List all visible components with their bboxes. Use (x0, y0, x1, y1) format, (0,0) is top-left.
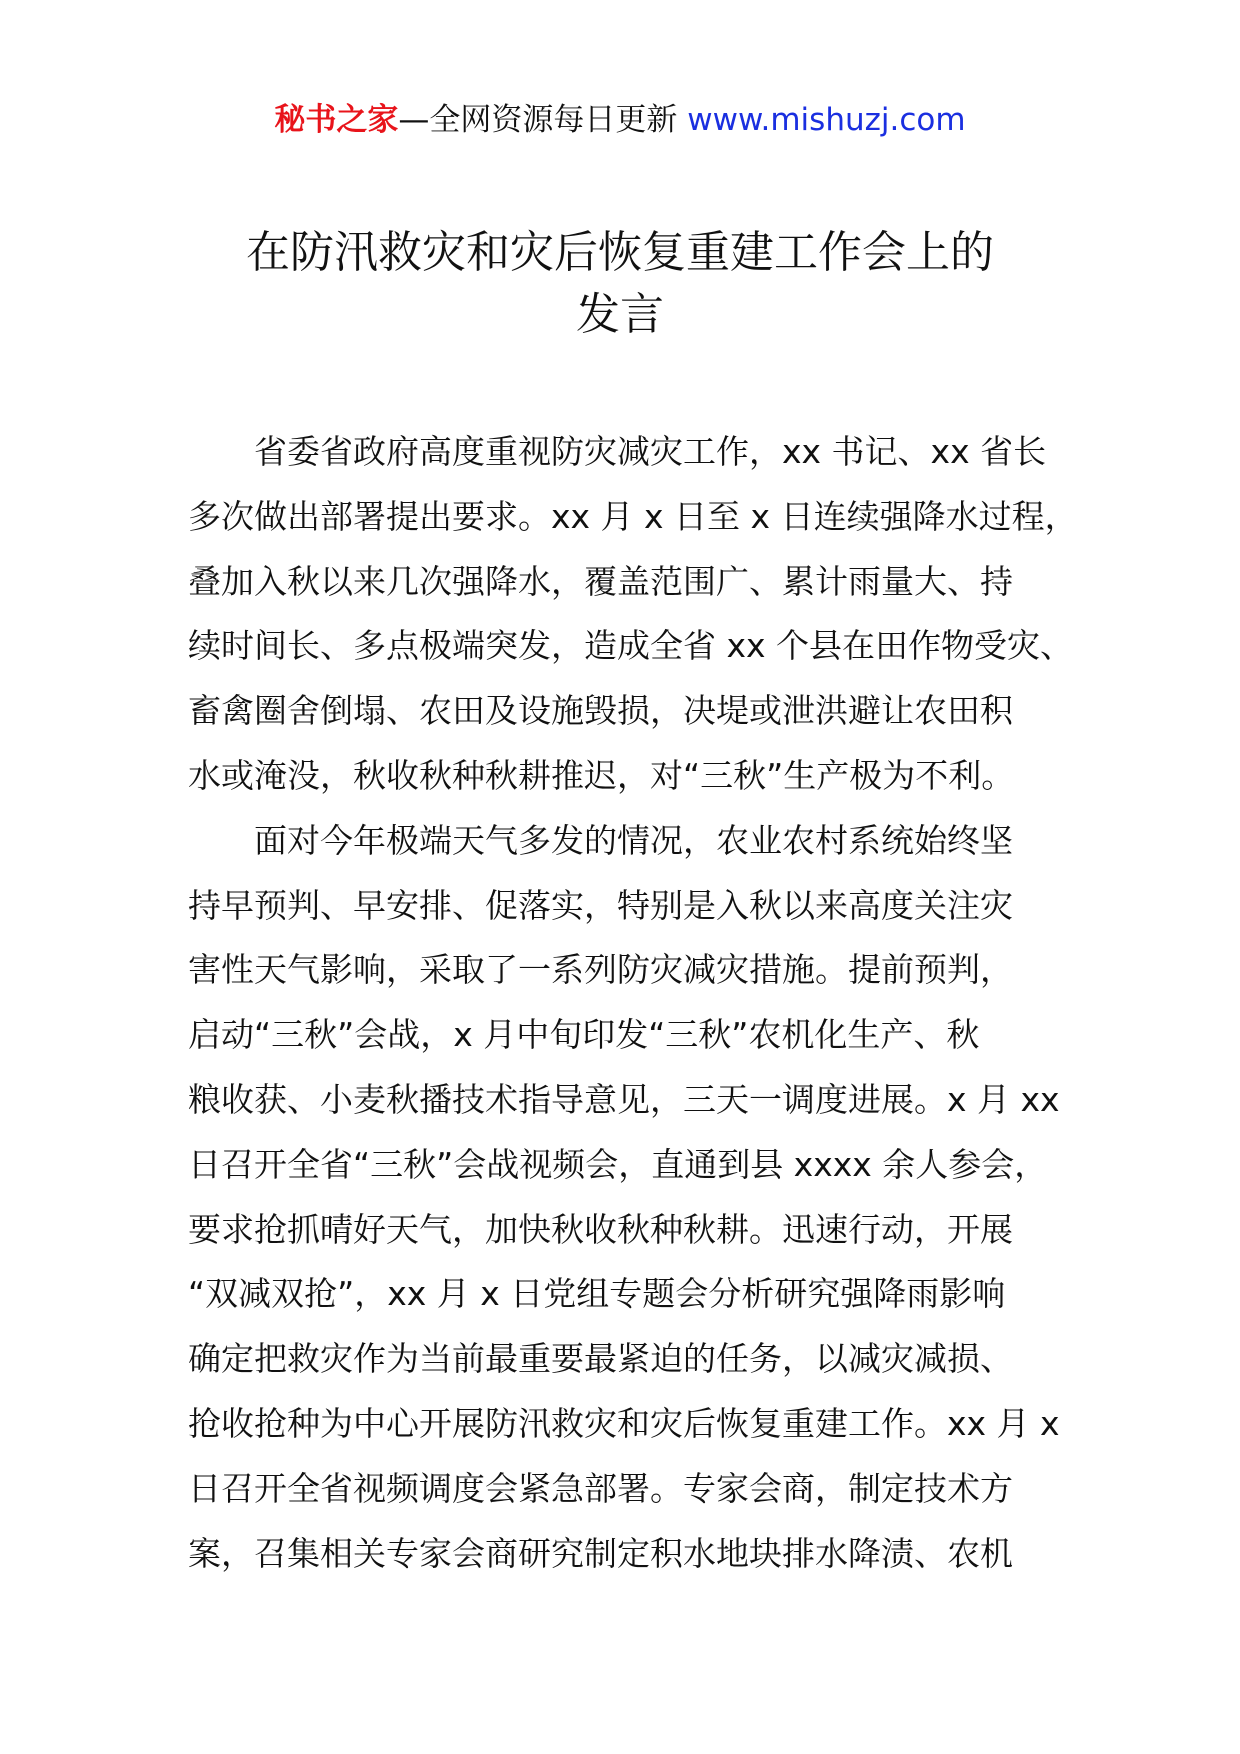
paragraph-1-line-3: 叠加入秋以来几次强降水，覆盖范围广、累计雨量大、持 (188, 561, 1013, 601)
paragraph-2-line-5: 粮收获、小麦秋播技术指导意见，三天一调度进展。x 月 xx (188, 1079, 1060, 1119)
paragraph-2-line-10: 抢收抢种为中心开展防汛救灾和灾后恢复重建工作。xx 月 x (188, 1403, 1060, 1443)
paragraph-1-line-5: 畜禽圈舍倒塌、农田及设施毁损，决堤或泄洪避让农田积 (188, 691, 1013, 731)
paragraph-2-line-1: 面对今年极端天气多发的情况，农业农村系统始终坚 (254, 820, 1013, 860)
paragraph-2-line-3: 害性天气影响，采取了一系列防灾减灾措施。提前预判， (188, 950, 1013, 990)
document-body (188, 420, 1078, 1586)
paragraph-1-line-2: 多次做出部署提出要求。xx 月 x 日至 x 日连续强降水过程， (188, 496, 1078, 536)
document-title (160, 222, 1080, 346)
paragraph-1-line-6: 水或淹没，秋收秋种秋耕推迟，对“三秋”生产极为不利。 (188, 755, 1015, 795)
site-header (0, 98, 1240, 142)
paragraph-2-line-9: 确定把救灾作为当前最重要最紧迫的任务，以减灾减损、 (188, 1339, 1013, 1379)
paragraph-2-line-11: 日召开全省视频调度会紧急部署。专家会商，制定技术方 (188, 1468, 1013, 1508)
paragraph-2-line-12: 案，召集相关专家会商研究制定积水地块排水降渍、农机 (188, 1533, 1013, 1573)
paragraph-2-line-7: 要求抢抓晴好天气，加快秋收秋种秋耕。迅速行动，开展 (188, 1209, 1013, 1249)
paragraph-2-line-6: 日召开全省“三秋”会战视频会，直通到县 xxxx 余人参会， (188, 1144, 1048, 1184)
document-title-line-1: 在防汛救灾和灾后恢复重建工作会上的 (246, 227, 994, 278)
site-brand: 秘书之家 (274, 102, 399, 138)
site-tagline: —全网资源每日更新 (398, 102, 678, 138)
site-url-link[interactable]: www.mishuzj.com (687, 102, 966, 138)
paragraph-2-line-8: “双减双抢”，xx 月 x 日党组专题会分析研究强降雨影响 (188, 1274, 1006, 1314)
paragraph-1-line-4: 续时间长、多点极端突发，造成全省 xx 个县在田作物受灾、 (188, 626, 1074, 666)
paragraph-2-line-4: 启动“三秋”会战，x 月中旬印发“三秋”农机化生产、秋 (188, 1015, 980, 1055)
paragraph-1-line-1: 省委省政府高度重视防灾减灾工作，xx 书记、xx 省长 (254, 432, 1047, 471)
paragraph-2-line-2: 持早预判、早安排、促落实，特别是入秋以来高度关注灾 (188, 885, 1013, 925)
document-title-line-2: 发言 (576, 289, 664, 340)
